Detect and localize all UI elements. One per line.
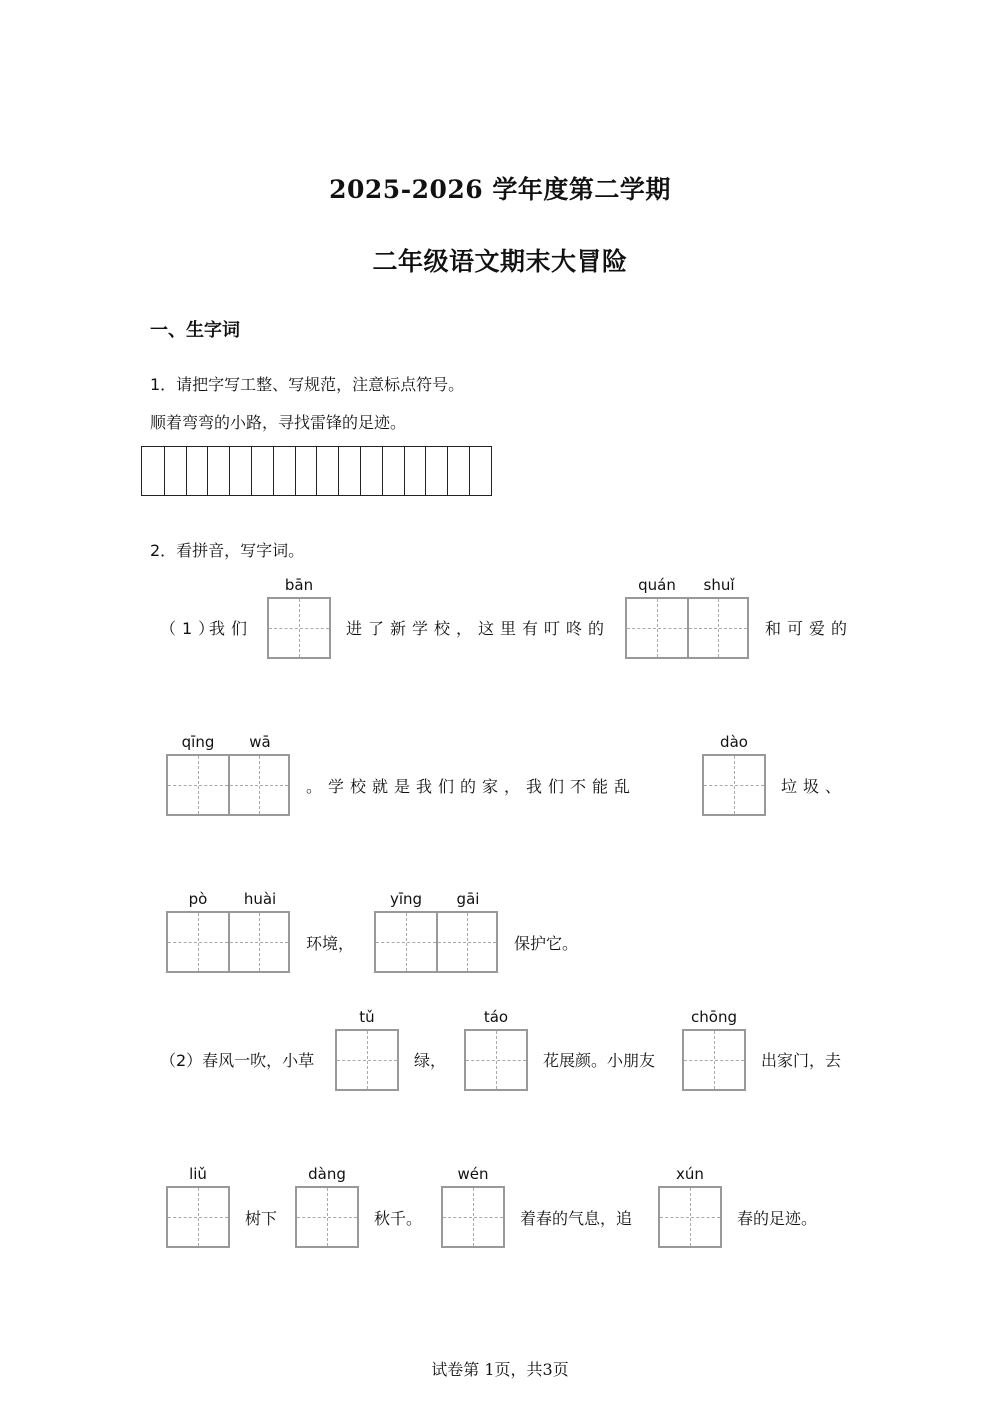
pinyin-ying: yīng: [389, 890, 423, 908]
writing-grid-cell[interactable]: [273, 447, 295, 495]
pinyin-xun: xún: [676, 1165, 704, 1183]
writing-grid-cell[interactable]: [469, 447, 491, 495]
writing-grid-cell[interactable]: [360, 447, 382, 495]
para1-text-3: 和可爱的: [765, 619, 854, 638]
para2-text-6: 着春的气息，追: [520, 1209, 633, 1228]
para1-text-6: 环境，: [306, 934, 355, 953]
writing-grid-cell[interactable]: [164, 447, 186, 495]
writing-grid-cell[interactable]: [404, 447, 426, 495]
answer-box-tao[interactable]: [464, 1029, 528, 1091]
writing-grid-cell[interactable]: [229, 447, 251, 495]
writing-grid-cell[interactable]: [338, 447, 360, 495]
writing-grid-cell[interactable]: [425, 447, 447, 495]
pinyin-chong: chōng: [691, 1008, 737, 1026]
pinyin-quan: quán: [638, 576, 676, 594]
pinyin-liu: liǔ: [189, 1165, 207, 1183]
para1-text-5: 垃圾、: [781, 777, 848, 796]
question-1-prompt: 1．请把字写工整、写规范，注意标点符号。: [150, 375, 465, 394]
writing-grid-cell[interactable]: [316, 447, 338, 495]
section-heading: 一、生字词: [150, 320, 240, 341]
writing-grid-cell[interactable]: [295, 447, 317, 495]
para1-text-4: 。学校就是我们的家，我们不能乱: [306, 777, 637, 796]
writing-grid-cell[interactable]: [447, 447, 469, 495]
answer-box-quanshui[interactable]: [625, 597, 749, 659]
pinyin-tao: táo: [483, 1008, 509, 1026]
answer-box-tu[interactable]: [335, 1029, 399, 1091]
para2-text-5: 秋千。: [374, 1209, 423, 1228]
writing-grid[interactable]: [141, 446, 492, 496]
answer-box-pohuai[interactable]: [166, 911, 290, 973]
answer-box-qingwa[interactable]: [166, 754, 290, 816]
pinyin-ban: bān: [284, 576, 314, 594]
question-1-sentence: 顺着弯弯的小路，寻找雷锋的足迹。: [150, 413, 407, 432]
answer-box-wen[interactable]: [441, 1186, 505, 1248]
pinyin-gai: gāi: [456, 890, 480, 908]
answer-box-yinggai[interactable]: [374, 911, 498, 973]
answer-box-dang[interactable]: [295, 1186, 359, 1248]
para2-text-3: 出家门，去: [761, 1051, 842, 1070]
para2-text-1: 绿，: [414, 1051, 447, 1070]
pinyin-qing: qīng: [181, 733, 215, 751]
pinyin-po: pò: [188, 890, 208, 908]
pinyin-wa: wā: [249, 733, 271, 751]
para2-text-7: 春的足迹。: [737, 1209, 818, 1228]
pinyin-wen: wén: [457, 1165, 489, 1183]
para1-text-2: 进了新学校，这里有叮咚的: [346, 619, 611, 638]
writing-grid-cell[interactable]: [251, 447, 273, 495]
page-title-line1: 2025-2026 学年度第二学期: [329, 175, 671, 204]
para2-text-2: 花展颜。小朋友: [543, 1051, 656, 1070]
para1-text-1: 我们: [209, 619, 254, 638]
para2-text-0: （2）春风一吹，小草: [160, 1051, 315, 1070]
writing-grid-cell[interactable]: [207, 447, 229, 495]
pinyin-shui: shuǐ: [703, 576, 735, 594]
pinyin-dang: dàng: [308, 1165, 346, 1183]
para1-label: （1）: [160, 619, 221, 638]
pinyin-huai: huài: [243, 890, 277, 908]
pinyin-tu: tǔ: [359, 1008, 375, 1026]
answer-box-liu[interactable]: [166, 1186, 230, 1248]
para2-text-4: 树下: [245, 1209, 278, 1228]
answer-box-ban[interactable]: [267, 597, 331, 659]
page-footer: 试卷第 1页，共3页: [431, 1360, 569, 1379]
page-title-line2: 二年级语文期末大冒险: [372, 247, 628, 276]
answer-box-xun[interactable]: [658, 1186, 722, 1248]
para1-text-7: 保护它。: [514, 934, 579, 953]
answer-box-dao[interactable]: [702, 754, 766, 816]
writing-grid-cell[interactable]: [142, 447, 164, 495]
question-2-prompt: 2．看拼音，写字词。: [150, 541, 305, 560]
answer-box-chong[interactable]: [682, 1029, 746, 1091]
writing-grid-cell[interactable]: [186, 447, 208, 495]
writing-grid-cell[interactable]: [382, 447, 404, 495]
pinyin-dao: dào: [720, 733, 748, 751]
